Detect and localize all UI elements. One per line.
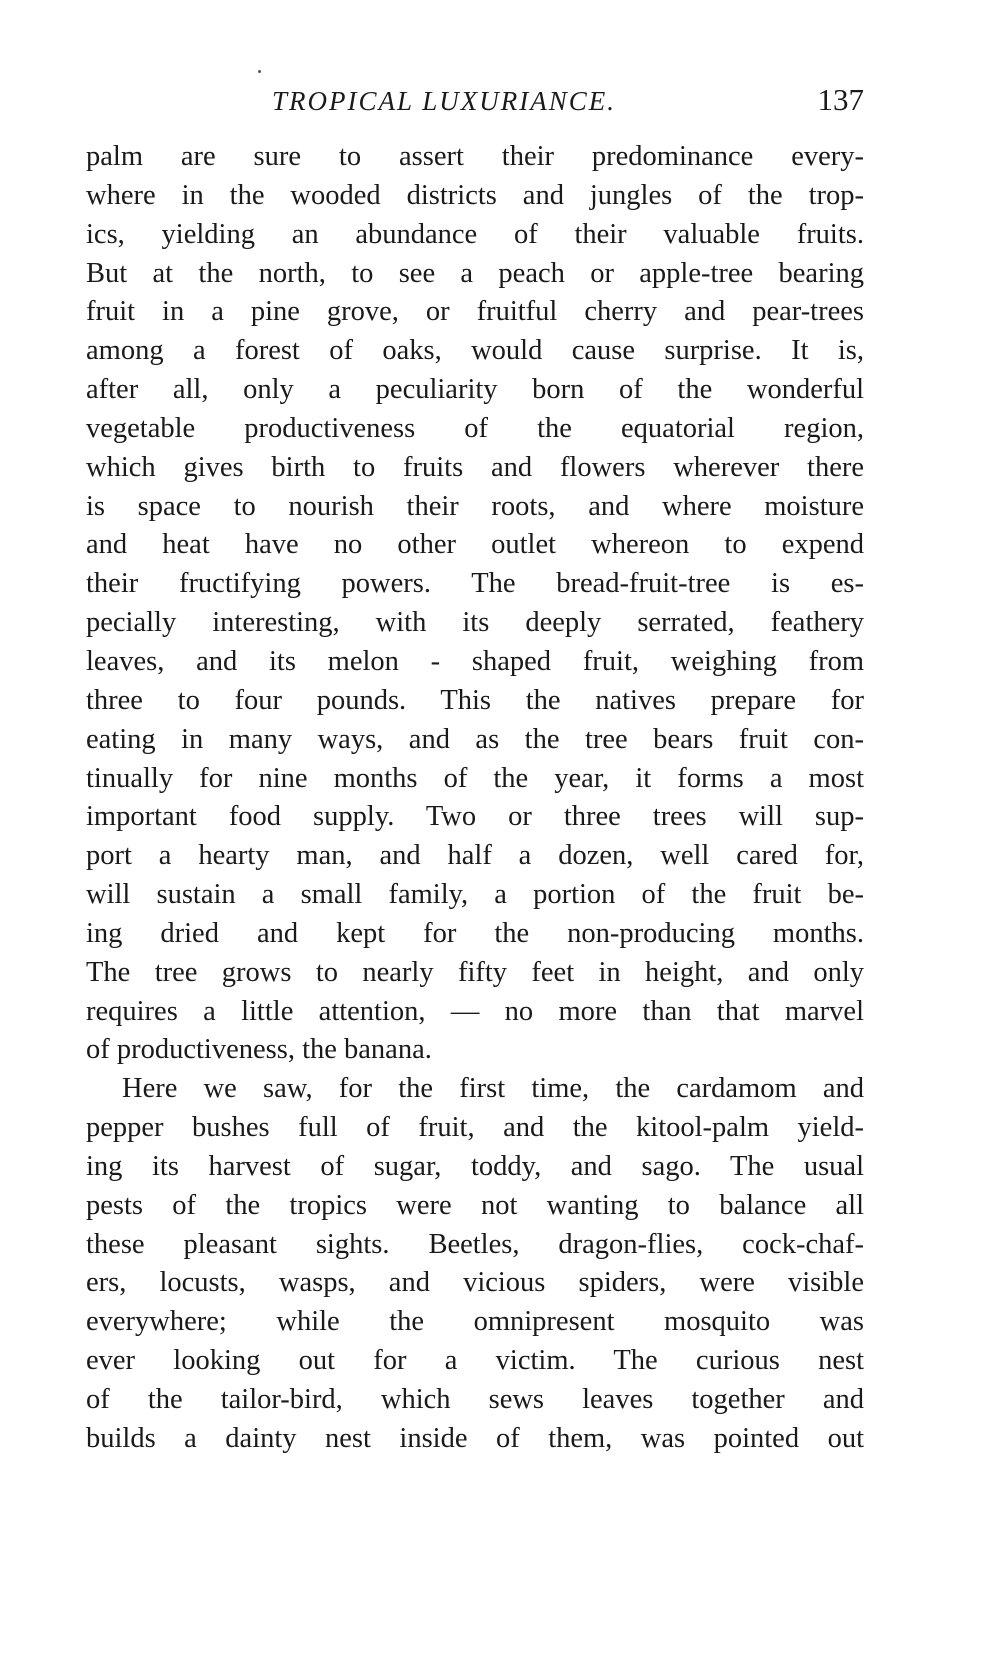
text-line: ing dried and kept for the non-producing months. xyxy=(86,917,864,949)
text-line: ever looking out for a victim. The curious nest xyxy=(86,1345,864,1377)
text-line: of productiveness, the banana. xyxy=(86,1034,432,1066)
text-line: important food supply. Two or three trees will sup- xyxy=(86,801,864,833)
text-line: vegetable productiveness of the equatorial region, xyxy=(86,412,864,444)
text-line: pepper bushes full of fruit, and the kitool-palm yield- xyxy=(86,1112,864,1144)
text-line: and heat have no other outlet whereon to expend xyxy=(86,529,864,561)
text-line: tinually for nine months of the year, it forms a most xyxy=(86,762,864,794)
text-line: Here we saw, for the first time, the cardamom and xyxy=(122,1073,864,1105)
text-line: fruit in a pine grove, or fruitful cherry and pear-trees xyxy=(86,296,864,328)
text-line: builds a dainty nest inside of them, was pointed out xyxy=(86,1422,864,1454)
text-line: their fructifying powers. The bread-fruit-tree is es- xyxy=(86,568,864,600)
text-line: ics, yielding an abundance of their valuable fruits. xyxy=(86,218,864,250)
text-line: port a hearty man, and half a dozen, well cared for, xyxy=(86,840,864,872)
running-title: TROPICAL LUXURIANCE. xyxy=(272,86,617,116)
page-number: 137 xyxy=(817,82,864,117)
print-speck xyxy=(258,70,261,73)
text-line: The tree grows to nearly fifty feet in height, and only xyxy=(86,956,864,988)
text-line: pests of the tropics were not wanting to balance all xyxy=(86,1189,864,1221)
text-line: But at the north, to see a peach or apple-tree bearing xyxy=(86,257,864,289)
text-line: eating in many ways, and as the tree bears fruit con- xyxy=(86,723,864,755)
text-line: is space to nourish their roots, and where moisture xyxy=(86,490,864,522)
text-line: ers, locusts, wasps, and vicious spiders, were visible xyxy=(86,1267,864,1299)
text-line: leaves, and its melon - shaped fruit, weighing from xyxy=(86,645,864,677)
text-line: pecially interesting, with its deeply serrated, feathery xyxy=(86,607,864,639)
text-line: among a forest of oaks, would cause surprise. It is, xyxy=(86,335,864,367)
text-line: will sustain a small family, a portion of the fruit be- xyxy=(86,879,864,911)
text-line: ing its harvest of sugar, toddy, and sago. The usual xyxy=(86,1150,864,1182)
text-line: everywhere; while the omnipresent mosquito was xyxy=(86,1306,864,1338)
text-line: palm are sure to assert their predominance every- xyxy=(86,141,864,172)
paragraph xyxy=(86,138,864,1070)
text-line: three to four pounds. This the natives prepare for xyxy=(86,684,864,716)
text-line: where in the wooded districts and jungles of the trop- xyxy=(86,179,864,211)
text-line: which gives birth to fruits and flowers wherever there xyxy=(86,451,864,483)
paragraph xyxy=(86,1070,864,1458)
body-text xyxy=(86,138,864,1459)
text-line: requires a little attention, — no more than that marvel xyxy=(86,995,864,1027)
text-line: after all, only a peculiarity born of the wonderful xyxy=(86,374,864,406)
text-line: of the tailor-bird, which sews leaves together and xyxy=(86,1384,864,1415)
running-header xyxy=(86,82,864,126)
text-line: these pleasant sights. Beetles, dragon-flies, cock-chaf- xyxy=(86,1228,864,1260)
